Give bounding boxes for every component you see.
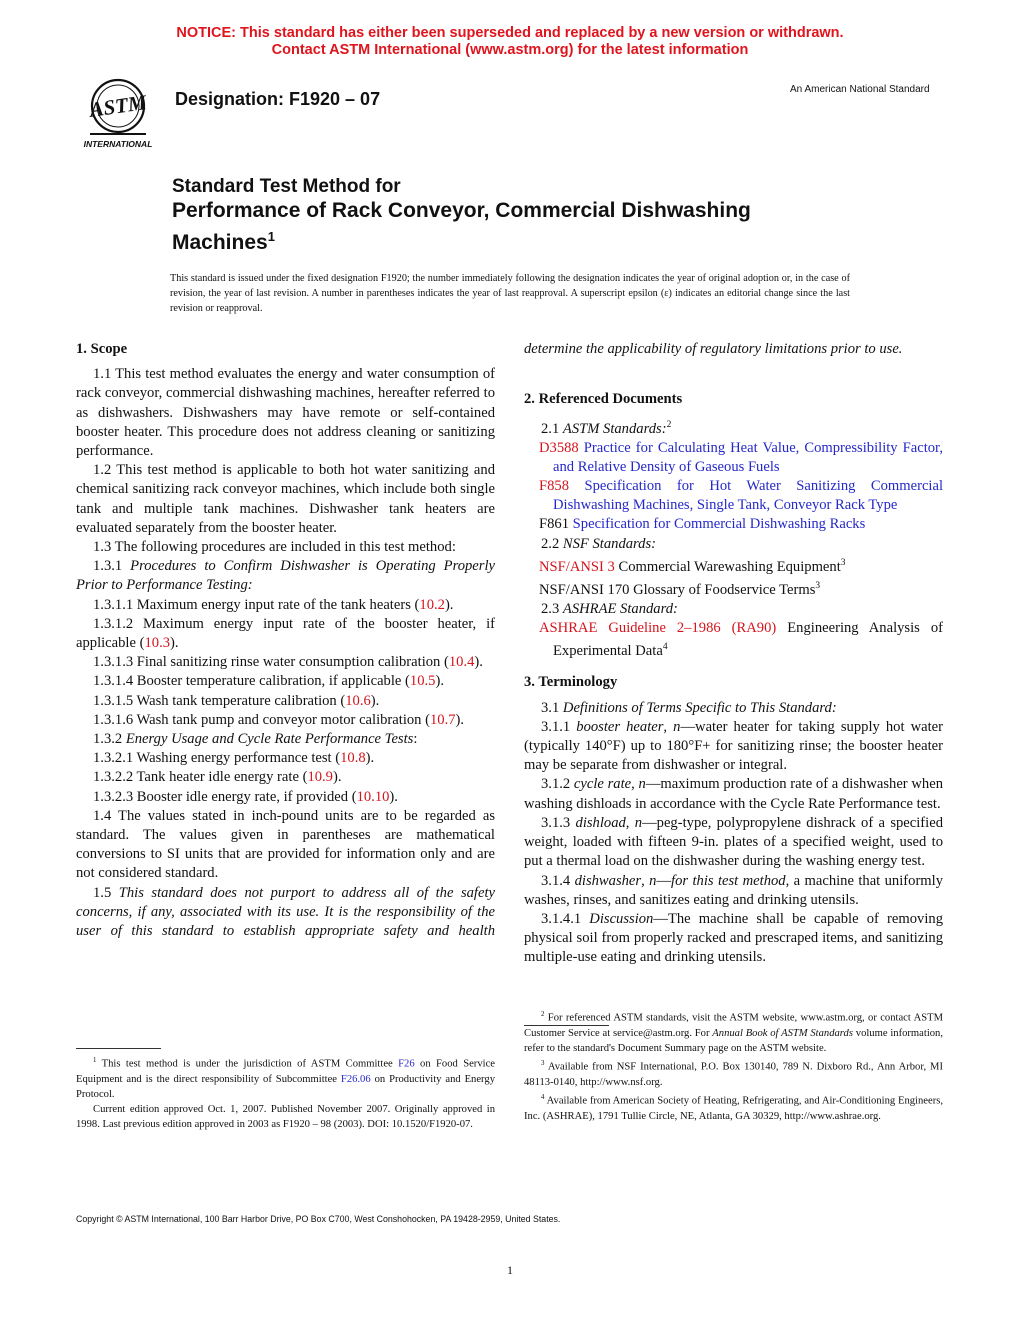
astm-logo-icon — [76, 76, 162, 152]
intro-paragraph: This standard is issued under the fixed designation F1920; the number immediately following the designation indicates the year of original adoption or, in the case of revision, the year of last revision. A number in parentheses indicates the year of last reapproval. A superscript epsilon (ε) indicates an editorial change since the last revision or reapproval. — [170, 273, 850, 314]
definition-cycle-rate: 3.1.2 cycle rate, n—maximum production rate of a dishwasher when washing dishloads in accordance with the Cycle Rate Performance test. — [524, 776, 944, 812]
section-scope-heading: 1. Scope — [76, 341, 128, 357]
ref-link[interactable]: 10.4 — [448, 654, 475, 671]
para-1-3-1: 1.3.1 Procedures to Confirm Dishwasher is Operating Properly Prior to Performance Testing: — [76, 558, 495, 594]
footnote-1: $^1$ This test method is under the jurisdiction of ASTM Committee F26 on Food Service Equipment and is the direct responsibility of Subcommittee F26.06 on Productivity and Energy Protocol. — [76, 1057, 495, 1100]
notice-line-1: NOTICE: This standard has either been superseded and replaced by a new version or withdrawn. — [176, 25, 844, 41]
footnotes-right — [524, 1007, 943, 1124]
list-item: 1.3.1.1 Maximum energy input rate of the tank heaters (10.2). — [93, 596, 454, 613]
ref-link[interactable]: 10.9 — [307, 769, 333, 786]
title-line-1: Standard Test Method for — [172, 176, 401, 197]
ref-title-link[interactable]: Practice for Calculating Heat Value, Compressibility Factor, and Relative Density of Gaseous Fuels — [553, 439, 943, 475]
footnote-4: $^4$ Available from American Society of Heating, Refrigerating, and Air-Conditioning Engineers, Inc. (ASHRAE), 1791 Tullie Circle, NE, Atlanta, GA 30329, http://www.ashrae.org. — [524, 1094, 943, 1122]
committee-link[interactable]: F26 — [398, 1058, 415, 1070]
title-footnote-mark: 1 — [267, 229, 275, 244]
ref-link[interactable]: 10.5 — [409, 673, 436, 690]
title-line-3: Machines — [172, 231, 268, 254]
subcommittee-link[interactable]: F26.06 — [340, 1073, 371, 1085]
para-1-1: 1.1 This test method evaluates the energy and water consumption of rack conveyor, commercial dishwashing machines, hereafter referred to as dishwashers. Dishwashers may have remote or self-contained booster heater. This procedure does not address cleaning or sanitizing performance. — [76, 366, 495, 460]
ref-link[interactable]: 10.7 — [429, 711, 456, 728]
page-number: 1 — [507, 1263, 513, 1277]
list-item: 1.3.1.6 Wash tank pump and conveyor motor calibration (10.7). — [93, 711, 465, 728]
notice-line-2: Contact ASTM International (www.astm.org) for the latest information — [271, 42, 749, 58]
definition-discussion: 3.1.4.1 Discussion—The machine shall be capable of removing physical soil from properly racked and prescraped items, and sanitizing multiple-use eating and drinking utensils. — [524, 910, 943, 966]
ref-code-link[interactable]: NSF/ANSI 3 — [539, 558, 615, 575]
list-item: 1.3.1.5 Wash tank temperature calibration (10.6). — [93, 692, 380, 709]
designation: Designation: F1920 – 07 — [175, 89, 381, 109]
document-title — [172, 176, 892, 256]
ref-code-link[interactable]: D3588 — [539, 439, 579, 456]
list-item: 1.3.2.2 Tank heater idle energy rate (10.9). — [93, 769, 342, 786]
ref-link[interactable]: 10.8 — [340, 750, 366, 767]
para-2-1: 2.1 ASTM Standards:$^2$ — [541, 419, 672, 437]
safety-statement-continued: determine the applicability of regulatory limitations prior to use. — [524, 341, 903, 358]
reference-ashrae: ASHRAE Guideline 2–1986 (RA90) Engineering Analysis of Experimental Data$^4$ — [539, 620, 943, 660]
reference-f858 — [524, 477, 943, 515]
reference-f861: F861 Specification for Commercial Dishwashing Racks — [539, 516, 866, 533]
ref-link[interactable]: 10.3 — [144, 635, 171, 652]
footnote-3: $^3$ Available from NSF International, P.O. Box 130140, 789 N. Dixboro Rd., Ann Arbor, MI 48113-0140, http://www.nsf.org. — [524, 1060, 943, 1088]
definition-dishload: 3.1.3 dishload, n—peg-type, polypropylene dishrack of a specified weight, loaded with fifteen 9-in. plates of a specified weight, used to put a thermal load on the dishwasher during the washing energy test. — [524, 814, 943, 870]
definition-booster-heater: 3.1.1 booster heater, n—water heater for taking supply hot water (typically 140°F) up to 180°F+ for sanitizing rinse; the booster heater may be separate from dishwasher or integral. — [524, 718, 943, 774]
list-item: 1.3.2.1 Washing energy performance test (10.8). — [93, 750, 375, 767]
ref-code-link[interactable]: ASHRAE Guideline 2–1986 (RA90) — [539, 620, 777, 637]
ref-link[interactable]: 10.2 — [419, 596, 445, 613]
ref-title-link[interactable]: Specification for Hot Water Sanitizing Commercial Dishwashing Machines, Single Tank, Conveyor Rack Type — [553, 478, 944, 514]
safety-statement: This standard does not purport to address all of the safety concerns, if any, associated with its use. It is the responsibility of the user of this standard to establish appropriate safety and health — [76, 884, 495, 940]
list-item: 1.3.1.2 Maximum energy input rate of the booster heater, if applicable (10.3). — [76, 615, 495, 652]
para-1-4: 1.4 The values stated in inch-pound units are to be regarded as standard. The values given in parentheses are mathematical conversions to SI units that are provided for information only and are not considered standard. — [76, 807, 495, 882]
logo-wordmark: INTERNATIONAL — [83, 139, 153, 149]
footnote-rule-left — [76, 1048, 161, 1049]
definition-dishwasher: 3.1.4 dishwasher, n—for this test method, a machine that uniformly washes, rinses, and sanitizes eating and drinking utensils. — [524, 872, 944, 908]
para-2-2: 2.2 NSF Standards: — [541, 535, 657, 552]
para-1-3-2: 1.3.2 Energy Usage and Cycle Rate Performance Tests: — [93, 731, 418, 748]
section-terminology-heading: 3. Terminology — [524, 674, 618, 691]
para-2-3: 2.3 ASHRAE Standard: — [541, 601, 678, 617]
para-1-5: 1.5 This standard does not purport to address all of the safety concerns, if any, associated with its use. It is the responsibility of the user of this standard to establish appropriate safety and health — [76, 884, 495, 942]
copyright-line: Copyright © ASTM International, 100 Barr Harbor Drive, PO Box C700, West Conshohocken, PA 19428-2959, United States. — [76, 1214, 561, 1224]
reference-nsf-170: NSF/ANSI 170 Glossary of Foodservice Terms$^3$ — [539, 580, 821, 598]
para-3-1: 3.1 Definitions of Terms Specific to This Standard: — [541, 699, 837, 716]
list-item: 1.3.1.4 Booster temperature calibration, if applicable (10.5). — [93, 673, 444, 690]
footnotes-left — [76, 1053, 495, 1133]
american-national-standard: An American National Standard — [790, 84, 930, 95]
ref-code-link[interactable]: F858 — [539, 478, 570, 495]
para-1-3: 1.3 The following procedures are included in this test method: — [93, 539, 456, 556]
footnote-2: $^2$ For referenced ASTM standards, visit the ASTM website, www.astm.org, or contact ASTM Customer Service at service@astm.org. For Annual Book of ASTM Standards volume information, refer to the standard's Document Summary page on the ASTM website. — [524, 1011, 944, 1054]
para-1-2: 1.2 This test method is applicable to both hot water sanitizing and chemical sanitizing rack conveyor machines, which include both single tank and multiple tank machines. Dishwasher tank heaters are evaluated separately from the booster heater. — [76, 462, 495, 536]
reference-d3588 — [524, 439, 943, 477]
footnote-1-edition: Current edition approved Oct. 1, 2007. Published November 2007. Originally approved in 1998. Last previous edition approved in 2003 as F1920 – 98 (2003). DOI: 10.1520/F1920-07. — [76, 1104, 495, 1131]
list-item: 1.3.1.3 Final sanitizing rinse water consumption calibration (10.4). — [93, 654, 483, 671]
reference-nsf-3: NSF/ANSI 3 Commercial Warewashing Equipment$^3$ — [539, 557, 846, 575]
left-column — [76, 340, 495, 941]
title-line-2: Performance of Rack Conveyor, Commercial Dishwashing — [172, 199, 751, 222]
withdrawal-notice — [0, 25, 1020, 59]
ref-link[interactable]: 10.10 — [356, 788, 390, 805]
section-referenced-heading: 2. Referenced Documents — [524, 391, 683, 408]
list-item: 1.3.2.3 Booster idle energy rate, if provided (10.10). — [93, 788, 398, 805]
right-column — [524, 340, 943, 968]
ref-link[interactable]: 10.6 — [345, 692, 371, 709]
ref-title-link[interactable]: Specification for Commercial Dishwashing Racks — [572, 516, 866, 533]
astm-logo — [76, 76, 162, 152]
svg-text:ASTM: ASTM — [88, 90, 148, 122]
